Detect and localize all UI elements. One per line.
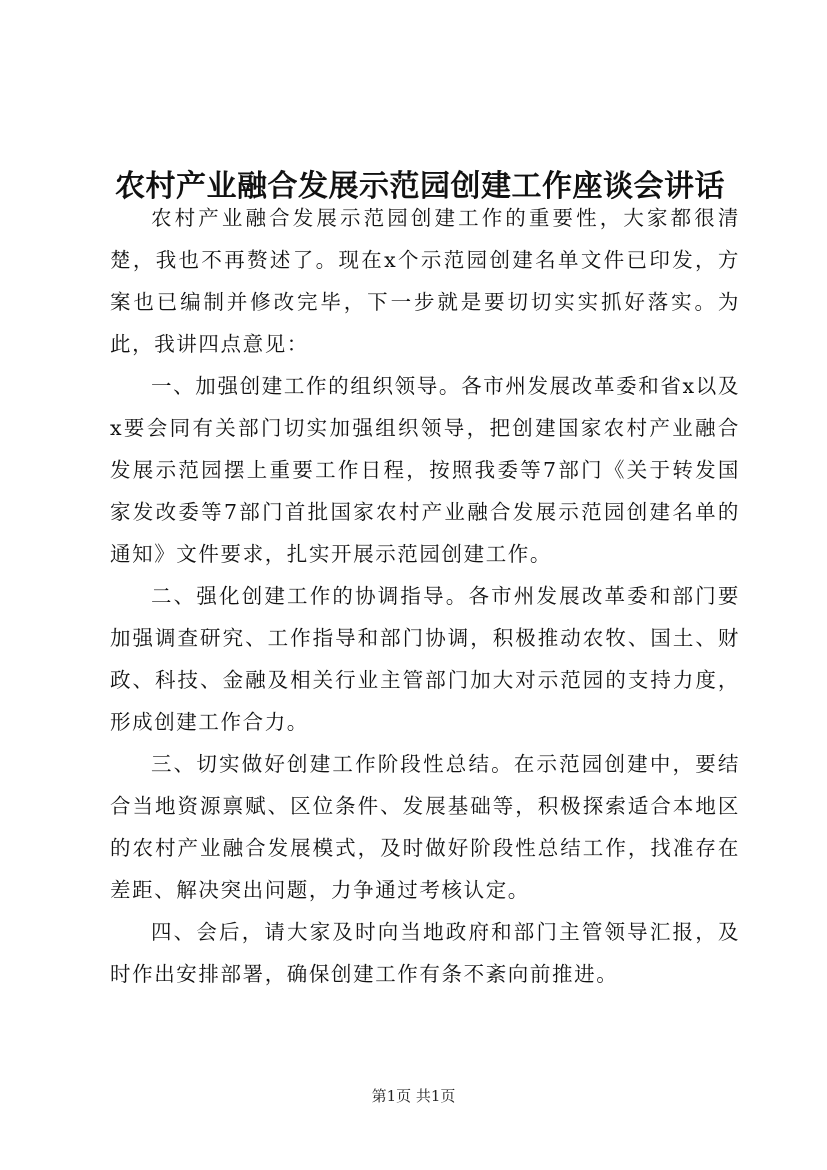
- document-title: 农村产业融合发展示范园创建工作座谈会讲话: [115, 169, 725, 205]
- paragraph-point-1: 一、加强创建工作的组织领导。各市州发展改革委和省x以及x要会同有关部门切实加强组织领导，把创建国家农村产业融合发展示范园摆上重要工作日程，按照我委等7部门《关于转发国家发改委等7部门首批国家农村产业融合发展示范园创建名单的通知》文件要求，扎实开展示范园创建工作。: [110, 374, 740, 566]
- paragraph-point-4: 四、会后，请大家及时向当地政府和部门主管领导汇报，及时作出安排部署，确保创建工作有条不紊向前推进。: [110, 920, 740, 986]
- page-number-label: 第1页 共1页: [371, 1087, 456, 1105]
- paragraph-point-2: 二、强化创建工作的协调指导。各市州发展改革委和部门要加强调查研究、工作指导和部门协调，积极推动农牧、国土、财政、科技、金融及相关行业主管部门加大对示范园的支持力度，形成创建工作合力。: [110, 584, 740, 734]
- paragraph-point-3: 三、切实做好创建工作阶段性总结。在示范园创建中，要结合当地资源禀赋、区位条件、发展基础等，积极探索适合本地区的农村产业融合发展模式，及时做好阶段性总结工作，找准存在差距、解决突出问题，力争通过考核认定。: [110, 752, 740, 902]
- document-body: [110, 197, 740, 995]
- page-footer: [0, 1086, 827, 1106]
- paragraph-intro: 农村产业融合发展示范园创建工作的重要性，大家都很清楚，我也不再赘述了。现在x个示范园创建名单文件已印发，方案也已编制并修改完毕，下一步就是要切切实实抓好落实。为此，我讲四点意见：: [110, 206, 740, 356]
